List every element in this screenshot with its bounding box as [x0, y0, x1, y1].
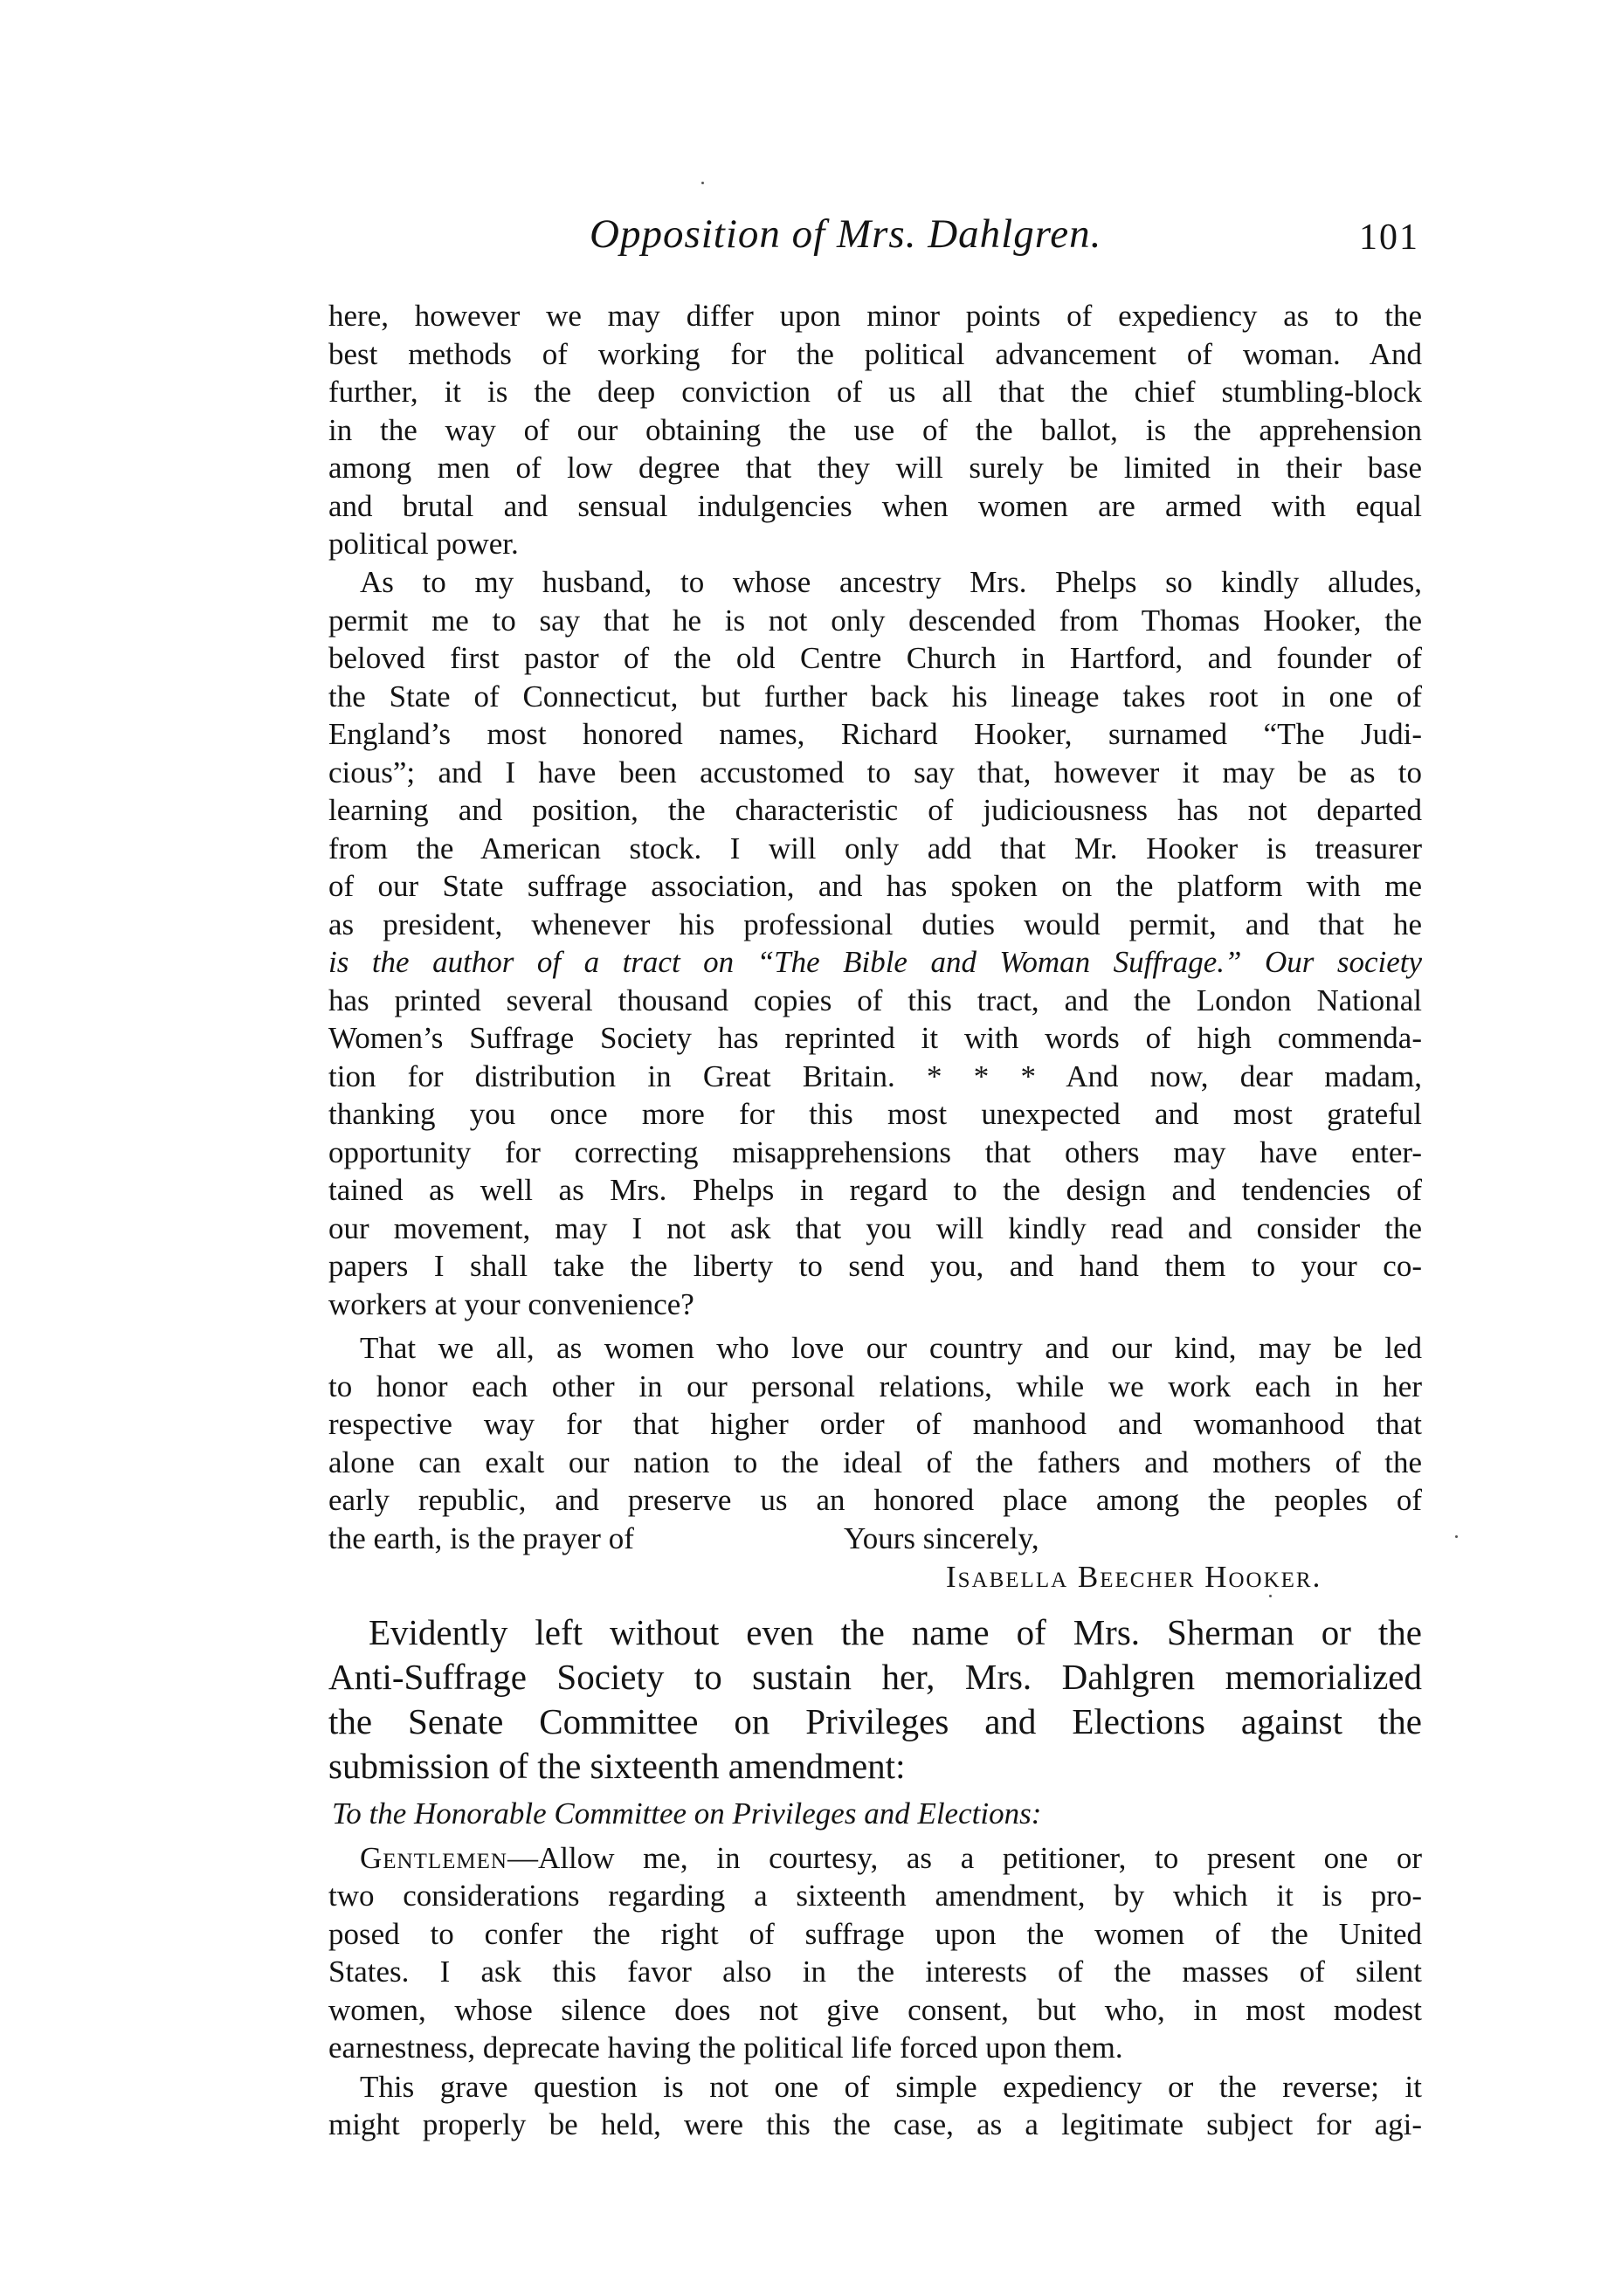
scan-speck: [1455, 1535, 1458, 1538]
text-line: Women’s Suffrage Society has reprinted it with words of high commenda-: [328, 1021, 1422, 1055]
text-line: early republic, and preserve us an honored place among the peoples of: [328, 1483, 1422, 1517]
memorial-salutation: To the Honorable Committee on Privileges and Elections:: [332, 1796, 1042, 1831]
running-header-title: Opposition of Mrs. Dahlgren.: [590, 211, 1102, 257]
text-line: our movement, may I not ask that you will kindly read and consider the: [328, 1211, 1422, 1245]
text-line: That we all, as women who love our country and our kind, may be led: [360, 1331, 1422, 1365]
text-line: [360, 1839, 1422, 1878]
text-line: submission of the sixteenth amendment:: [328, 1746, 906, 1786]
text-line: thanking you once more for this most unexpected and most grateful: [328, 1097, 1422, 1131]
salutation-lead: Gentlemen: [360, 1841, 507, 1875]
text-line: from the American stock. I will only add that Mr. Hooker is treasurer: [328, 831, 1422, 865]
text-line: might properly be held, were this the case, as a legitimate subject for agi-: [328, 2107, 1422, 2141]
text-line: As to my husband, to whose ancestry Mrs. Phelps so kindly alludes,: [360, 565, 1422, 599]
text-line: and brutal and sensual indulgencies when women are armed with equal: [328, 489, 1422, 523]
text-line: here, however we may differ upon minor points of expediency as to the: [328, 299, 1422, 333]
text-line: posed to confer the right of suffrage upon the women of the United: [328, 1917, 1422, 1951]
scan-speck: [701, 182, 704, 184]
text-line: learning and position, the characteristic of judiciousness has not departed: [328, 793, 1422, 827]
text-line: women, whose silence does not give consent, but who, in most modest: [328, 1993, 1422, 2027]
text-line: alone can exalt our nation to the ideal of the fathers and mothers of the: [328, 1445, 1422, 1479]
text-line: earnestness, deprecate having the political life forced upon them.: [328, 2031, 1123, 2065]
text-line: to honor each other in our personal relations, while we work each in her: [328, 1369, 1422, 1403]
text-line: in the way of our obtaining the use of the ballot, is the apprehension: [328, 413, 1422, 447]
text-line: permit me to say that he is not only descended from Thomas Hooker, the: [328, 603, 1422, 638]
text-line: has printed several thousand copies of this tract, and the London National: [328, 983, 1422, 1017]
text-line: among men of low degree that they will surely be limited in their base: [328, 451, 1422, 485]
text-line: two considerations regarding a sixteenth amendment, by which it is pro-: [328, 1879, 1422, 1913]
text-line: workers at your convenience?: [328, 1287, 694, 1321]
letter-closing: Yours sincerely,: [844, 1521, 1039, 1555]
text-line: respective way for that higher order of manhood and womanhood that: [328, 1407, 1422, 1441]
text-line: is the author of a tract on “The Bible and Woman Suffrage.” Our society: [328, 945, 1422, 979]
text-line: tion for distribution in Great Britain. * * * And now, dear madam,: [328, 1059, 1422, 1093]
text-line: beloved first pastor of the old Centre Church in Hartford, and founder of: [328, 641, 1422, 675]
text-line: England’s most honored names, Richard Hooker, surnamed “The Judi-: [328, 717, 1422, 751]
text-line: as president, whenever his professional duties would permit, and that he: [328, 907, 1422, 941]
scan-speck: [1269, 1595, 1272, 1597]
text-line: the earth, is the prayer of: [328, 1521, 634, 1555]
text-line: cious”; and I have been accustomed to say that, however it may be as to: [328, 755, 1422, 789]
text-line: of our State suffrage association, and has spoken on the platform with me: [328, 869, 1422, 903]
text-line: This grave question is not one of simple expediency or the reverse; it: [360, 2070, 1422, 2104]
text-line: Anti-Suffrage Society to sustain her, Mrs. Dahlgren memorialized: [328, 1657, 1422, 1697]
text-line: further, it is the deep conviction of us all that the chief stumbling-block: [328, 375, 1422, 409]
text-line: opportunity for correcting misapprehensions that others may have enter-: [328, 1135, 1422, 1169]
text-line: the State of Connecticut, but further back his lineage takes root in one of: [328, 679, 1422, 714]
page-number: 101: [1359, 217, 1419, 258]
text-line: Evidently left without even the name of Mrs. Sherman or the: [369, 1612, 1422, 1652]
text-line: political power.: [328, 527, 519, 561]
text-line: best methods of working for the political advancement of woman. And: [328, 337, 1422, 371]
letter-signature: Isabella Beecher Hooker.: [946, 1560, 1322, 1594]
text-line: the Senate Committee on Privileges and Elections against the: [328, 1701, 1422, 1741]
text-fragment: —Allow me, in courtesy, as a petitioner, to present one or: [507, 1841, 1422, 1875]
text-line: States. I ask this favor also in the interests of the masses of silent: [328, 1955, 1422, 1989]
text-line: tained as well as Mrs. Phelps in regard to the design and tendencies of: [328, 1173, 1422, 1207]
text-line: papers I shall take the liberty to send you, and hand them to your co-: [328, 1249, 1422, 1283]
